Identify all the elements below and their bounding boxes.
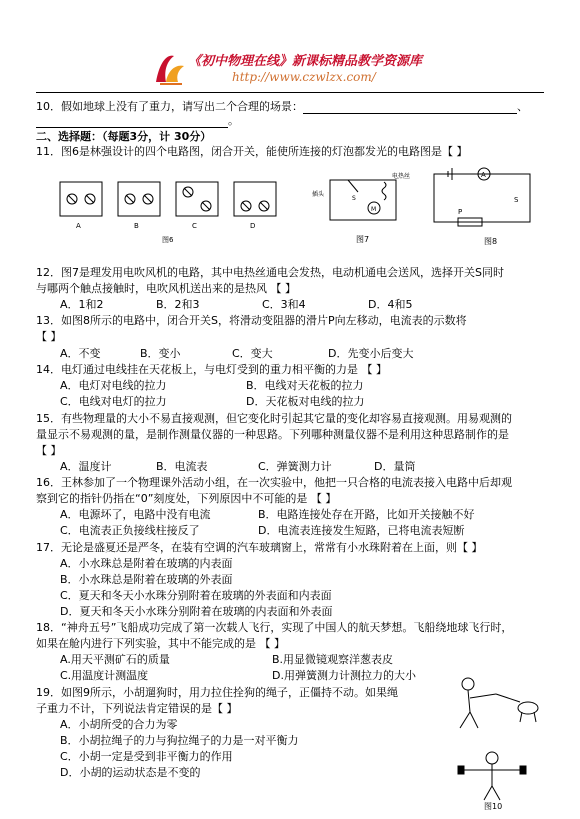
q12-option-a[interactable]: A．1和2 — [60, 298, 104, 311]
q17-option-d[interactable]: D．夏天和冬天小水珠分别附着在玻璃的内表面和外表面 — [60, 605, 333, 618]
question-13-line-2: 【 】 — [36, 330, 62, 343]
q14-option-b[interactable]: B．电线对天花板的拉力 — [246, 379, 364, 392]
q18-option-d[interactable]: D.用弹簧测力计测拉力的大小 — [272, 669, 416, 682]
banner-title: 《初中物理在线》新课标精品教学资源库 — [188, 54, 423, 69]
q12-option-b[interactable]: B．2和3 — [156, 298, 200, 311]
q16-option-a[interactable]: A．电源坏了，电路中没有电流 — [60, 508, 211, 521]
question-12-line-2: 与哪两个触点接触时，电吹风机送出来的是热风 【 】 — [36, 282, 296, 295]
q12-option-d[interactable]: D．4和5 — [368, 298, 413, 311]
q19-option-c[interactable]: C．小胡一定是受到非平衡力的作用 — [60, 750, 233, 763]
q14-option-d[interactable]: D．天花板对电线的拉力 — [246, 395, 365, 408]
q15-option-a[interactable]: A．温度计 — [60, 460, 112, 473]
fig7-label-m: M — [371, 206, 377, 213]
q17-option-c[interactable]: C．夏天和冬天小水珠分别附着在玻璃的外表面和内表面 — [60, 589, 332, 602]
q13-option-a[interactable]: A．不变 — [60, 347, 101, 360]
q18-option-c[interactable]: C.用温度计测温度 — [60, 669, 149, 682]
fig7-label-plug: 插头 — [312, 191, 325, 198]
question-15-line-1: 15．有些物理量的大小不易直接观测，但它变化时引起其它量的变化却容易直接观测。用易观测的 — [36, 412, 512, 425]
q18-option-a[interactable]: A.用天平测矿石的质量 — [60, 653, 170, 666]
q13-option-d[interactable]: D．先变小后变大 — [328, 347, 414, 360]
question-18-line-1: 18．“神舟五号”飞船成功完成了第一次载人飞行，实现了中国人的航天梦想。飞船绕地球飞行时， — [36, 621, 513, 634]
fig7-label-s: S — [352, 195, 356, 202]
q17-option-b[interactable]: B．小水珠总是附着在玻璃的外表面 — [60, 573, 233, 586]
question-10-sep: 、 — [517, 100, 528, 113]
fig6-label-a: A — [76, 222, 81, 230]
question-10-cont — [36, 112, 239, 128]
question-16-line-1: 16．王林参加了一个物理课外活动小组，在一次实验中，他把一只合格的电流表接入电路中后却观 — [36, 476, 512, 489]
figure-8-circuit — [428, 162, 538, 248]
fig6-caption: 图6 — [162, 236, 174, 244]
header-divider — [36, 92, 544, 93]
q18-option-b[interactable]: B.用显微镜观察洋葱表皮 — [272, 653, 394, 666]
site-logo-icon — [152, 50, 188, 86]
banner-url[interactable]: http://www.czwlzx.com/ — [232, 70, 376, 84]
question-16-line-2: 察到它的指针仍指在“0”刻度处，下列原因中不可能的是 【 】 — [36, 492, 337, 505]
q14-option-c[interactable]: C．电线对电灯的拉力 — [60, 395, 167, 408]
q16-option-c[interactable]: C．电流表正负接线柱接反了 — [60, 524, 200, 537]
fig8-caption: 图8 — [484, 237, 498, 246]
q13-option-b[interactable]: B．变小 — [140, 347, 181, 360]
question-19-line-2: 子重力不计，下列说法肯定错误的是【 】 — [36, 702, 238, 715]
q15-option-d[interactable]: D．量筒 — [374, 460, 416, 473]
question-17-line-1: 17．无论是盛夏还是严冬，在装有空调的汽车玻璃窗上，常常有小水珠附着在上面，则【 】 — [36, 541, 483, 554]
q19-option-a[interactable]: A．小胡所受的合力为零 — [60, 718, 178, 731]
question-10-end: 。 — [228, 114, 239, 127]
question-12-line-1: 12．图7是理发用电吹风机的电路，其中电热丝通电会发热，电动机通电会送风，选择开关S同时 — [36, 266, 504, 279]
fig6-label-d: D — [250, 222, 256, 230]
fig10-caption: 图10 — [484, 802, 503, 811]
fig7-caption: 图7 — [356, 235, 370, 244]
answer-blank-1[interactable] — [303, 102, 517, 114]
question-19-line-1: 19．如图9所示，小胡遛狗时，用力拉住拴狗的绳子，正僵持不动。如果绳 — [36, 686, 398, 699]
fig6-label-b: B — [134, 222, 139, 230]
question-11-text: 11．图6是林强设计的四个电路图，闭合开关，能使所连接的灯泡都发光的电路图是【 】 — [36, 145, 468, 158]
figure-10-illustration — [440, 672, 550, 812]
q16-option-d[interactable]: D．电流表连接发生短路，已将电流表短断 — [258, 524, 465, 537]
fig8-label-slider: P — [458, 208, 463, 216]
question-15-line-3: 【 】 — [36, 444, 62, 457]
q17-option-a[interactable]: A．小水珠总是附着在玻璃的内表面 — [60, 557, 233, 570]
fig8-label-ammeter: A — [481, 171, 486, 179]
question-15-line-2: 量显示不易观测的量，是制作测量仪器的一种思路。下列哪种测量仪器不是利用这种思路制作的是 — [36, 428, 509, 441]
question-13-line-1: 13．如图8所示的电路中，闭合开关S，将滑动变阻器的滑片P向左移动，电流表的示数将 — [36, 314, 467, 327]
answer-blank-2[interactable] — [36, 116, 228, 128]
fig8-label-switch: S — [514, 196, 519, 204]
figure-6-circuits — [58, 172, 288, 244]
q12-option-c[interactable]: C．3和4 — [262, 298, 306, 311]
figure-7-hair-dryer — [312, 168, 412, 246]
question-14-line-1: 14．电灯通过电线挂在天花板上，与电灯受到的重力相平衡的力是 【 】 — [36, 363, 387, 376]
question-10-text: 10．假如地球上没有了重力，请写出二个合理的场景： — [36, 100, 303, 113]
q15-option-b[interactable]: B．电流表 — [156, 460, 208, 473]
section-2-title: 二、选择题：（每题3分，计 30分） — [36, 130, 212, 143]
q19-option-b[interactable]: B．小胡拉绳子的力与狗拉绳子的力是一对平衡力 — [60, 734, 299, 747]
q14-option-a[interactable]: A．电灯对电线的拉力 — [60, 379, 167, 392]
fig7-label-heater: 电热丝 — [392, 173, 411, 180]
question-18-line-2: 如果在舱内进行下列实验，其中不能完成的是 【 】 — [36, 637, 285, 650]
q15-option-c[interactable]: C．弹簧测力计 — [258, 460, 332, 473]
q13-option-c[interactable]: C．变大 — [232, 347, 273, 360]
fig6-label-c: C — [192, 222, 197, 230]
q16-option-b[interactable]: B．电路连接处存在开路，比如开关接触不好 — [258, 508, 475, 521]
q19-option-d[interactable]: D．小胡的运动状态是不变的 — [60, 766, 201, 779]
